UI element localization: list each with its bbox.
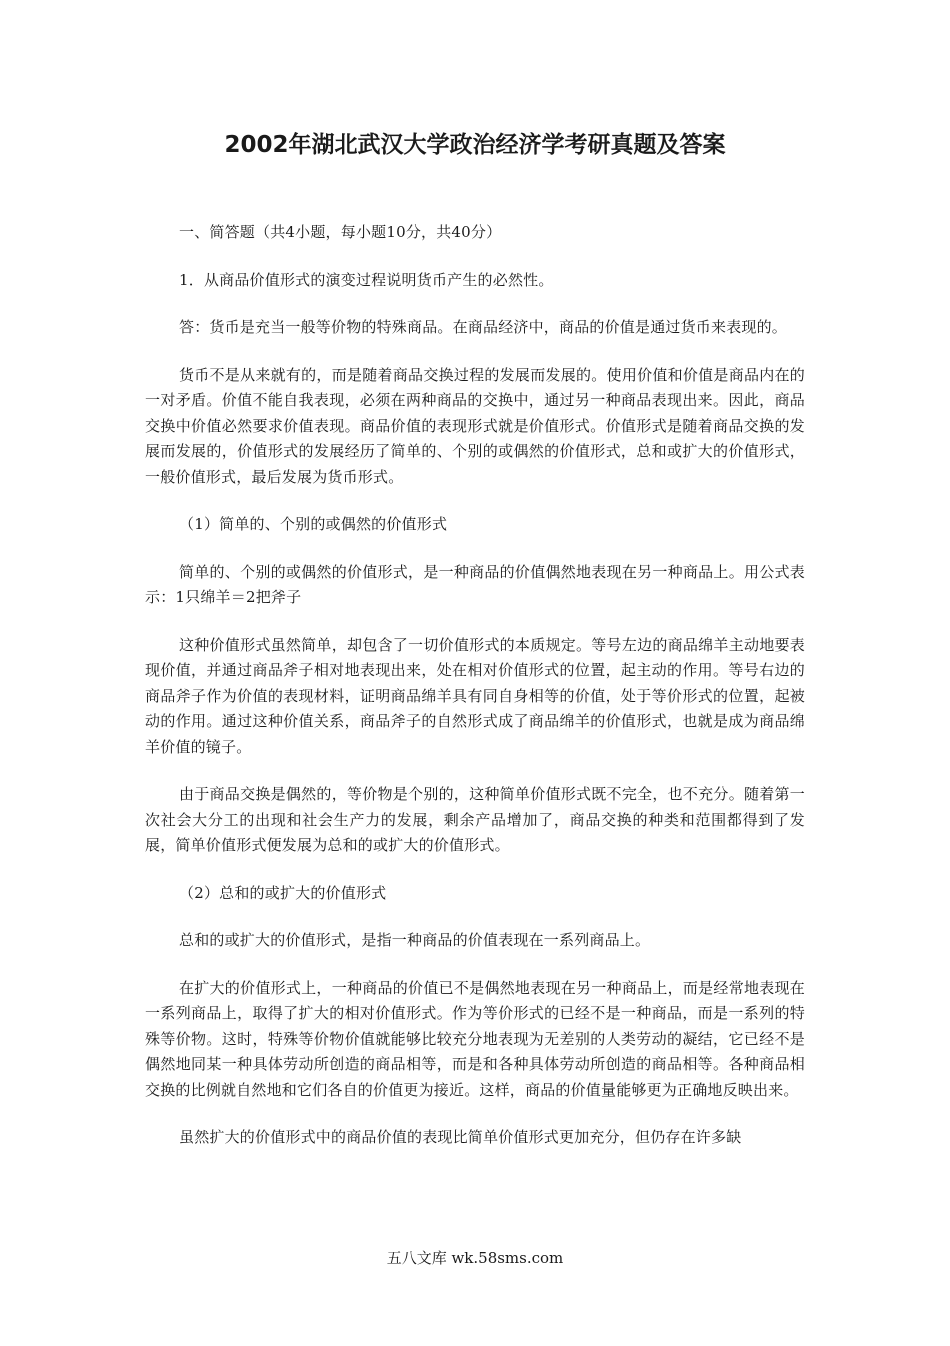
paragraph-simple-form: 简单的、个别的或偶然的价值形式，是一种商品的价值偶然地表现在另一种商品上。用公式表示：1只绵羊＝2把斧子 <box>145 562 805 606</box>
paragraph-simple-essence: 这种价值形式虽然简单，却包含了一切价值形式的本质规定。等号左边的商品绵羊主动地要表现价值，并通过商品斧子相对地表现出来，处在相对价值形式的位置，起主动的作用。等号右边的商品斧子作为价值的表现材料，证明商品绵羊具有同自身相等的价值，处于等价形式的位置，起被动的作用。通过这种价值关系，商品斧子的自然形式成了商品绵羊的价值形式，也就是成为商品绵羊价值的镜子。 <box>145 635 805 756</box>
paragraph-simple-limit: 由于商品交换是偶然的，等价物是个别的，这种简单价值形式既不完全，也不充分。随着第一次社会大分工的出现和社会生产力的发展，剩余产品增加了，商品交换的种类和范围都得到了发展，简单价值形式便发展为总和的或扩大的价值形式。 <box>145 785 805 854</box>
answer-intro: 答：货币是充当一般等价物的特殊商品。在商品经济中，商品的价值是通过货币来表现的。 <box>179 318 788 336</box>
document-body <box>145 220 805 1151</box>
paragraph-expanded-flaw: 虽然扩大的价值形式中的商品价值的表现比简单价值形式更加充分，但仍存在许多缺 <box>179 1128 742 1146</box>
subheading-simple-form: （1）简单的、个别的或偶然的价值形式 <box>179 515 448 533</box>
document-title: 2002年湖北武汉大学政治经济学考研真题及答案 <box>224 132 726 158</box>
section-heading: 一、简答题（共4小题，每小题10分，共40分） <box>179 223 502 241</box>
subheading-expanded-form: （2）总和的或扩大的价值形式 <box>179 883 387 902</box>
question-1: 1．从商品价值形式的演变过程说明货币产生的必然性。 <box>179 270 554 289</box>
footer-watermark: 五八文库 wk.58sms.com <box>386 1249 564 1267</box>
paragraph-expanded-detail: 在扩大的价值形式上，一种商品的价值已不是偶然地表现在另一种商品上，而是经常地表现在一系列商品上，取得了扩大的相对价值形式。作为等价形式的已经不是一种商品，而是一系列的特殊等价物。这时，特殊等价物价值就能够比较充分地表现为无差别的人类劳动的凝结，它已经不是偶然地同某一种具体劳动所创造的商品相等，而是和各种具体劳动所创造的商品相等。各种商品相交换的比例就自然地和它们各自的价值更为接近。这样，商品的价值量能够更为正确地反映出来。 <box>145 978 805 1099</box>
paragraph-expanded-definition: 总和的或扩大的价值形式，是指一种商品的价值表现在一系列商品上。 <box>179 931 651 949</box>
paragraph-money-origin: 货币不是从来就有的，而是随着商品交换过程的发展而发展的。使用价值和价值是商品内在的一对矛盾。价值不能自我表现，必须在两种商品的交换中，通过另一种商品表现出来。因此，商品交换中价值必然要求价值表现。商品价值的表现形式就是价值形式。价值形式是随着商品交换的发展而发展的，价值形式的发展经历了简单的、个别的或偶然的价值形式，总和或扩大的价值形式，一般价值形式，最后发展为货币形式。 <box>145 365 805 486</box>
